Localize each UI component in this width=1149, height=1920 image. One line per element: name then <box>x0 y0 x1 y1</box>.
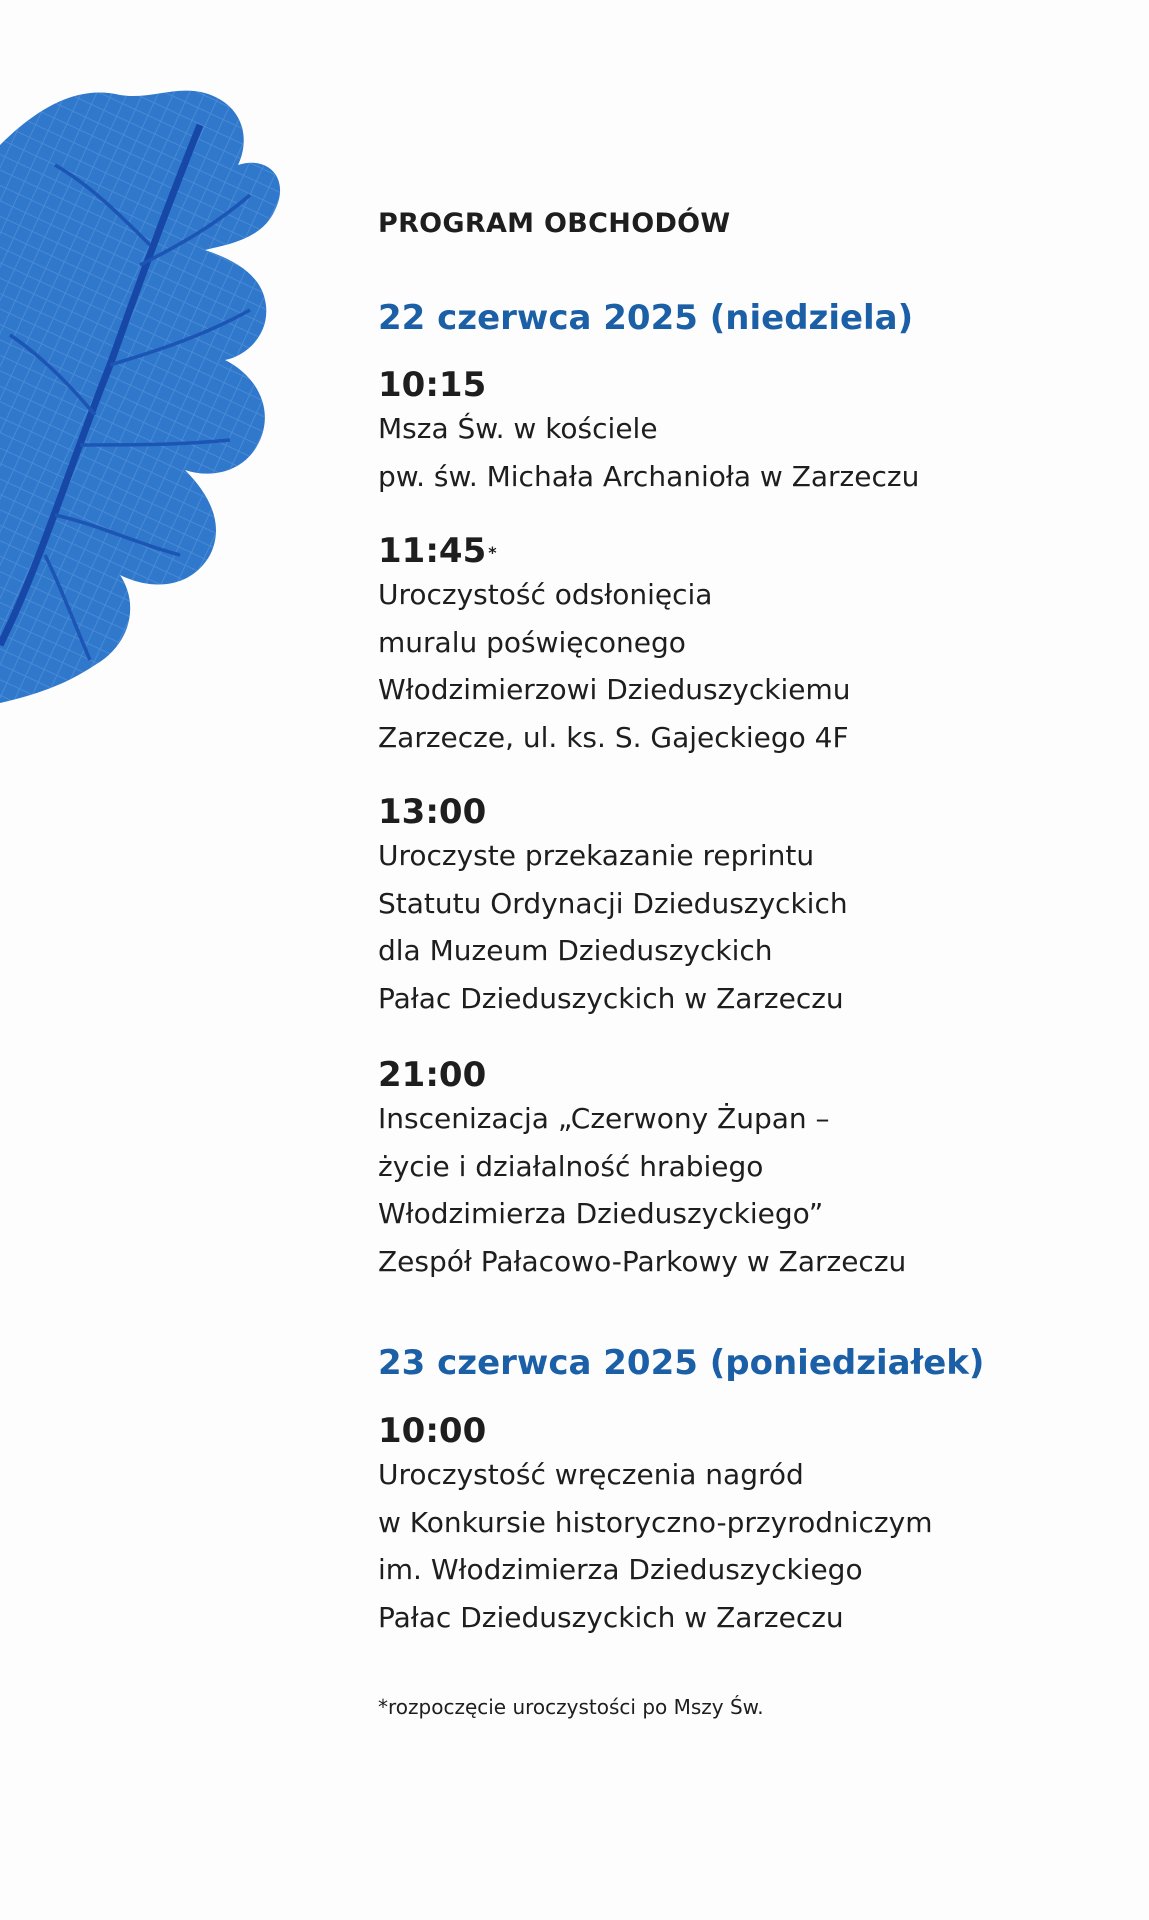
event-line: Msza Św. w kościele <box>378 412 658 445</box>
event-line: życie i działalność hrabiego <box>378 1149 764 1183</box>
event-2100 <box>378 1055 906 1285</box>
event-time: 21:00 <box>378 1055 487 1095</box>
event-line: Zarzecze, ul. ks. S. Gajeckiego 4F <box>378 720 849 754</box>
event-line: Inscenizacja „Czerwony Żupan – <box>378 1102 830 1135</box>
event-line: pw. św. Michała Archanioła w Zarzeczu <box>378 459 920 493</box>
event-line: Pałac Dzieduszyckich w Zarzeczu <box>378 1600 844 1634</box>
event-1000 <box>378 1411 932 1641</box>
footnote: *rozpoczęcie uroczystości po Mszy Św. <box>378 1695 764 1719</box>
event-line: Uroczyste przekazanie reprintu <box>378 839 815 872</box>
event-1015 <box>378 365 919 500</box>
day-1-date: 22 czerwca 2025 (niedziela) <box>378 298 914 338</box>
event-time: 13:00 <box>378 792 487 832</box>
event-line: muralu poświęconego <box>378 625 686 659</box>
event-line: im. Włodzimierza Dzieduszyckiego <box>378 1553 863 1586</box>
footnote-marker: * <box>488 543 497 562</box>
event-line: Uroczystość wręczenia nagród <box>378 1458 804 1491</box>
event-time: 10:00 <box>378 1411 487 1451</box>
event-line: Statutu Ordynacji Dzieduszyckich <box>378 886 848 920</box>
event-line: w Konkursie historyczno-przyrodniczym <box>378 1505 933 1539</box>
event-line: Zespół Pałacowo-Parkowy w Zarzeczu <box>378 1244 907 1278</box>
oak-leaf-icon <box>0 85 300 725</box>
event-time: 10:15 <box>378 365 487 405</box>
event-line: Włodzimierza Dzieduszyckiego” <box>378 1197 824 1230</box>
event-1145 <box>378 531 851 761</box>
event-1300 <box>378 792 848 1022</box>
event-time: 11:45 * <box>378 531 497 571</box>
event-line: Włodzimierzowi Dzieduszyckiemu <box>378 673 851 706</box>
event-line: dla Muzeum Dzieduszyckich <box>378 934 773 967</box>
event-line: Uroczystość odsłonięcia <box>378 578 713 611</box>
program-heading: PROGRAM OBCHODÓW <box>378 208 731 239</box>
day-2-date: 23 czerwca 2025 (poniedziałek) <box>378 1343 985 1383</box>
event-line: Pałac Dzieduszyckich w Zarzeczu <box>378 981 844 1015</box>
